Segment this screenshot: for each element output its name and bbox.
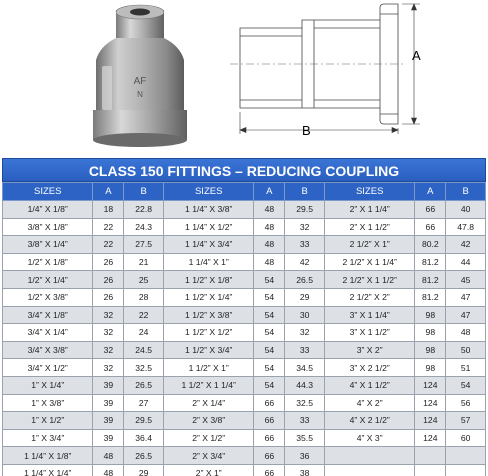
table-cell: 1 1/4” X 3/4” xyxy=(163,236,253,254)
table-cell: 98 xyxy=(415,359,446,377)
table-cell: 1 1/2” X 1 1/4” xyxy=(163,376,253,394)
table-cell: 1 1/2” X 1” xyxy=(163,359,253,377)
table-cell: 54 xyxy=(254,306,285,324)
table-cell: 3/8” X 1/8” xyxy=(3,218,93,236)
table-cell: 29.5 xyxy=(124,412,164,430)
table-cell: 26 xyxy=(93,271,124,289)
table-body xyxy=(3,201,486,476)
table-cell: 26 xyxy=(93,288,124,306)
table-cell: 98 xyxy=(415,306,446,324)
table-cell: 1” X 1/2” xyxy=(3,412,93,430)
table-cell: 47.8 xyxy=(446,218,486,236)
table-cell: 124 xyxy=(415,412,446,430)
table-cell: 24.5 xyxy=(124,341,164,359)
table-cell: 29.5 xyxy=(285,201,325,219)
table-cell: 32 xyxy=(285,324,325,342)
table-cell: 54 xyxy=(254,271,285,289)
table-cell: 1 1/4” X 1/2” xyxy=(163,218,253,236)
table-cell: 2” X 1 1/2” xyxy=(324,218,414,236)
table-cell: 1/2” X 1/8” xyxy=(3,253,93,271)
table-cell: 1 1/4” X 3/8” xyxy=(163,201,253,219)
table-cell: 54 xyxy=(254,376,285,394)
table-cell: 48 xyxy=(254,236,285,254)
table-cell: 51 xyxy=(446,359,486,377)
table-cell: 1 1/2” X 1/2” xyxy=(163,324,253,342)
column-header: B xyxy=(446,183,486,201)
table-row xyxy=(3,253,486,271)
table-cell: 1” X 3/4” xyxy=(3,429,93,447)
table-cell: 56 xyxy=(446,394,486,412)
table-cell: 32.5 xyxy=(124,359,164,377)
table-cell: 54 xyxy=(254,341,285,359)
table-row xyxy=(3,218,486,236)
table-cell: 32.5 xyxy=(285,394,325,412)
table-cell: 66 xyxy=(254,394,285,412)
table-cell: 1/2” X 3/8” xyxy=(3,288,93,306)
table-cell: 48 xyxy=(446,324,486,342)
table-cell: 54 xyxy=(254,324,285,342)
table-cell: 42 xyxy=(446,236,486,254)
table-cell: 24 xyxy=(124,324,164,342)
table-cell: 42 xyxy=(285,253,325,271)
table-cell: 22.8 xyxy=(124,201,164,219)
table-cell: 2 1/2” X 1” xyxy=(324,236,414,254)
table-cell: 48 xyxy=(93,447,124,465)
table-cell: 33 xyxy=(285,412,325,430)
table-cell: 1 1/2” X 3/4” xyxy=(163,341,253,359)
table-cell xyxy=(415,447,446,465)
table-cell: 4” X 2” xyxy=(324,394,414,412)
table-cell: 48 xyxy=(93,464,124,476)
table-cell: 81.2 xyxy=(415,253,446,271)
table-row xyxy=(3,324,486,342)
table-title: CLASS 150 FITTINGS – REDUCING COUPLING xyxy=(2,158,486,182)
table-cell: 2” X 3/4” xyxy=(163,447,253,465)
photo-mark-af: AF xyxy=(133,76,147,87)
table-cell: 47 xyxy=(446,288,486,306)
table-cell: 2” X 1/2” xyxy=(163,429,253,447)
table-cell: 22 xyxy=(93,218,124,236)
table-cell: 80.2 xyxy=(415,236,446,254)
table-cell: 54 xyxy=(254,288,285,306)
table-cell: 66 xyxy=(415,201,446,219)
dimension-a-label: A xyxy=(412,48,421,63)
table-row xyxy=(3,341,486,359)
table-cell: 26.5 xyxy=(285,271,325,289)
column-header: A xyxy=(415,183,446,201)
table-cell: 36.4 xyxy=(124,429,164,447)
column-header: SIZES xyxy=(3,183,93,201)
table-cell: 54 xyxy=(446,376,486,394)
table-cell: 44.3 xyxy=(285,376,325,394)
table-cell: 40 xyxy=(446,201,486,219)
table-cell: 54 xyxy=(254,359,285,377)
table-cell: 66 xyxy=(254,412,285,430)
table-row xyxy=(3,412,486,430)
table-cell: 1 1/2” X 1/8” xyxy=(163,271,253,289)
table-cell: 47 xyxy=(446,306,486,324)
table-cell: 39 xyxy=(93,412,124,430)
table-cell: 22 xyxy=(124,306,164,324)
table-cell: 3” X 1 1/4” xyxy=(324,306,414,324)
table-cell: 3” X 1 1/2” xyxy=(324,324,414,342)
table-cell: 32 xyxy=(93,324,124,342)
table-cell: 3/4” X 1/2” xyxy=(3,359,93,377)
table-cell: 2” X 1” xyxy=(163,464,253,476)
table-cell: 2 1/2” X 1 1/2” xyxy=(324,271,414,289)
table-cell: 3” X 2” xyxy=(324,341,414,359)
table-cell: 2” X 1 1/4” xyxy=(324,201,414,219)
table-cell: 66 xyxy=(415,218,446,236)
table-cell: 26.5 xyxy=(124,447,164,465)
table-cell: 28 xyxy=(124,288,164,306)
spec-table-container xyxy=(2,158,486,476)
table-cell: 1 1/4” X 1/4” xyxy=(3,464,93,476)
table-cell: 32 xyxy=(93,341,124,359)
table-cell: 44 xyxy=(446,253,486,271)
table-cell: 98 xyxy=(415,324,446,342)
table-cell: 98 xyxy=(415,341,446,359)
table-cell: 26 xyxy=(93,253,124,271)
table-cell: 3/4” X 3/8” xyxy=(3,341,93,359)
product-images xyxy=(0,0,488,154)
table-cell xyxy=(415,464,446,476)
table-cell: 124 xyxy=(415,376,446,394)
table-cell: 60 xyxy=(446,429,486,447)
table-cell: 1” X 3/8” xyxy=(3,394,93,412)
table-cell: 32 xyxy=(93,359,124,377)
table-cell: 1” X 1/4” xyxy=(3,376,93,394)
table-cell: 1 1/2” X 1/4” xyxy=(163,288,253,306)
column-header: A xyxy=(93,183,124,201)
table-cell: 2” X 3/8” xyxy=(163,412,253,430)
table-cell: 3/8” X 1/4” xyxy=(3,236,93,254)
table-cell: 2” X 1/4” xyxy=(163,394,253,412)
table-cell: 33 xyxy=(285,341,325,359)
table-cell: 1 1/2” X 3/8” xyxy=(163,306,253,324)
table-cell: 124 xyxy=(415,429,446,447)
table-cell: 32 xyxy=(93,306,124,324)
table-cell: 18 xyxy=(93,201,124,219)
column-header: B xyxy=(124,183,164,201)
table-row xyxy=(3,288,486,306)
table-cell: 3” X 2 1/2” xyxy=(324,359,414,377)
column-header: SIZES xyxy=(324,183,414,201)
table-cell: 81.2 xyxy=(415,288,446,306)
column-header: B xyxy=(285,183,325,201)
table-cell: 4” X 2 1/2” xyxy=(324,412,414,430)
table-cell xyxy=(324,464,414,476)
table-cell: 32 xyxy=(285,218,325,236)
table-cell: 25 xyxy=(124,271,164,289)
table-cell: 3/4” X 1/8” xyxy=(3,306,93,324)
table-cell: 1 1/4” X 1” xyxy=(163,253,253,271)
table-cell: 36 xyxy=(285,447,325,465)
table-cell: 66 xyxy=(254,429,285,447)
table-cell: 30 xyxy=(285,306,325,324)
table-cell: 22 xyxy=(93,236,124,254)
table-cell: 35.5 xyxy=(285,429,325,447)
table-cell: 4” X 3” xyxy=(324,429,414,447)
table-cell: 29 xyxy=(285,288,325,306)
table-cell: 66 xyxy=(254,464,285,476)
table-cell: 39 xyxy=(93,429,124,447)
table-row xyxy=(3,201,486,219)
table-cell xyxy=(446,464,486,476)
table-cell: 124 xyxy=(415,394,446,412)
table-cell: 4” X 1 1/2” xyxy=(324,376,414,394)
coupling-drawing xyxy=(230,0,488,150)
dimension-b-label: B xyxy=(302,123,311,138)
table-cell: 1 1/4” X 1/8” xyxy=(3,447,93,465)
column-header: SIZES xyxy=(163,183,253,201)
table-cell: 26.5 xyxy=(124,376,164,394)
table-cell: 66 xyxy=(254,447,285,465)
table-cell: 29 xyxy=(124,464,164,476)
table-header-row xyxy=(3,183,486,201)
table-cell: 48 xyxy=(254,253,285,271)
table-cell: 24.3 xyxy=(124,218,164,236)
table-row xyxy=(3,306,486,324)
spec-table xyxy=(2,182,486,476)
table-cell: 50 xyxy=(446,341,486,359)
table-cell xyxy=(446,447,486,465)
table-cell: 48 xyxy=(254,201,285,219)
table-row xyxy=(3,376,486,394)
table-cell: 2 1/2” X 2” xyxy=(324,288,414,306)
table-cell: 38 xyxy=(285,464,325,476)
table-cell: 45 xyxy=(446,271,486,289)
table-cell: 1/4” X 1/8” xyxy=(3,201,93,219)
photo-mark-n: N xyxy=(137,90,143,99)
coupling-photo xyxy=(80,2,200,152)
table-cell: 3/4” X 1/4” xyxy=(3,324,93,342)
table-cell: 33 xyxy=(285,236,325,254)
table-cell xyxy=(324,447,414,465)
column-header: A xyxy=(254,183,285,201)
table-row xyxy=(3,429,486,447)
table-cell: 27 xyxy=(124,394,164,412)
table-cell: 81.2 xyxy=(415,271,446,289)
table-cell: 48 xyxy=(254,218,285,236)
table-row xyxy=(3,236,486,254)
table-cell: 39 xyxy=(93,376,124,394)
table-cell: 39 xyxy=(93,394,124,412)
table-row xyxy=(3,359,486,377)
table-cell: 2 1/2” X 1 1/4” xyxy=(324,253,414,271)
table-cell: 57 xyxy=(446,412,486,430)
table-row xyxy=(3,447,486,465)
table-row xyxy=(3,394,486,412)
table-cell: 27.5 xyxy=(124,236,164,254)
table-cell: 1/2” X 1/4” xyxy=(3,271,93,289)
table-row xyxy=(3,271,486,289)
table-cell: 34.5 xyxy=(285,359,325,377)
table-cell: 21 xyxy=(124,253,164,271)
table-row xyxy=(3,464,486,476)
